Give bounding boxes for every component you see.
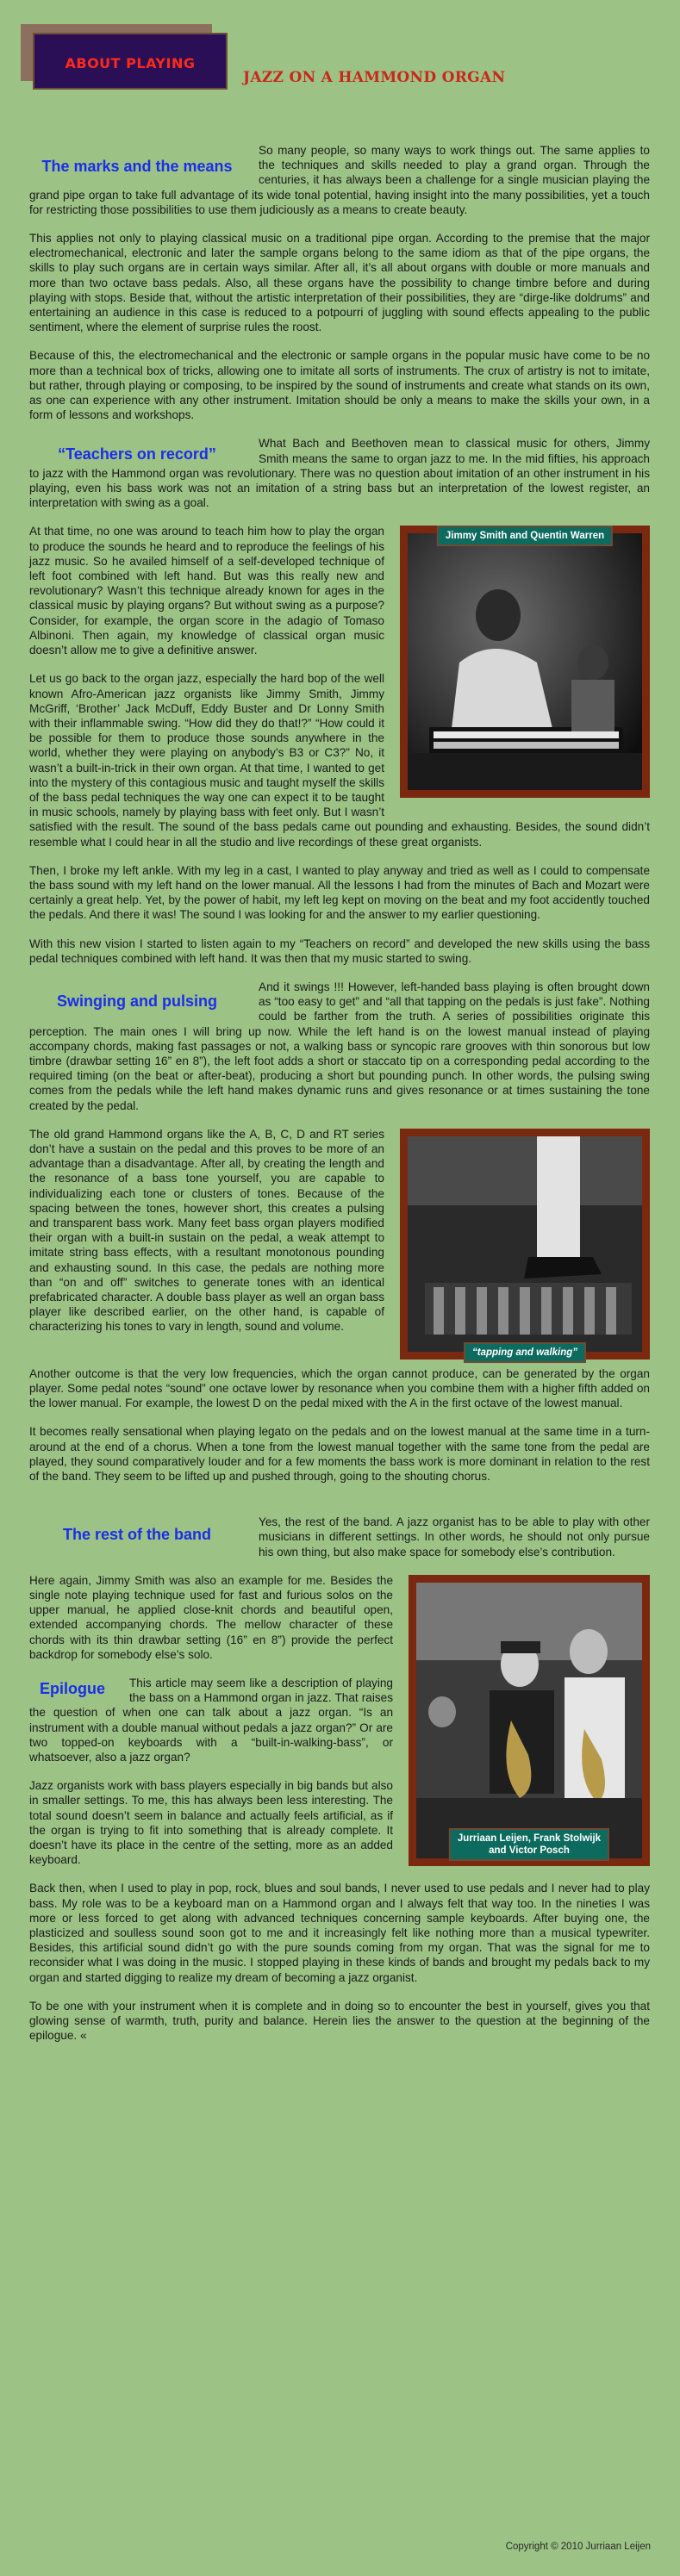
- header: [21, 24, 658, 93]
- paragraph: Let us go back to the organ jazz, especially the hard bop of the well known Afro-American jazz organists like Jimmy Smith, Jimmy McGriff, ‘Brother’ Jack McDuff, Eddy Buster and Dr Lonny Smith with their inflammable swing. “How did they do that!?” “How could it be possible for them to produce those sounds anywhere in the world, whether they were playing on anybody’s B3 or C3?” No, it wasn’t a built-in-trick in their own organ. At that time, I wanted to get into the mystery of this contagious music and taught myself the skills of the bass pedal techniques the way one can expect it to be taught in music schools, namely by playing bass with feet only. But I wasn’t satisfied with the result. The sound of the bass pedals came out pounding and exhausting. Besides, the sound didn’t resemble what I could hear in all the studio and live recordings of these great organists.: [29, 672, 650, 849]
- paragraph: And it swings !!! However, left-handed bass playing is often brought down as “too easy to get” and “all that tapping on the pedals is just fake”. Nothing could be farther from the truth. A series of possibilities originate this perception. The main ones I will bring up now. While the left hand is on the lowest manual instead of playing accompany chords, making fast passages or not, a walking bass or syncopic rare grooves with thin sonorous but low timbre (drawbar setting 16” en 8”), the left foot adds a short or staccato tip on a corresponding pedal according to the required timing (on the beat or after-beat), producing a short but pounding punch. In other words, the pulsing swing comes from the pedals while the left hand makes dynamic runs and gives resonance or at times sustaining the tone created by the pedal.: [29, 980, 650, 1112]
- photo-band: [409, 1575, 650, 1866]
- pedals-photo-illustration: [408, 1136, 642, 1352]
- paragraph: Another outcome is that the very low frequencies, which the organ cannot produce, can be generated by the organ player. Some pedal notes “sound” one octave lower by resonance when you combine them with a higher fifth added on the lower manual. For example, the lowest D on the pedal mixed with the A in the first octave of the lowest manual.: [29, 1366, 650, 1410]
- paragraph: Because of this, the electromechanical and the electronic or sample organs in the popular music have come to be no more than a technical box of tricks, allowing one to imitate all sorts of instruments. The crux of artistry is not to imitate, but rather, through playing or composing, to be inspired by the sound of instruments and create what stands on its own, as one can experience with any other instrument. Imitation should be only a means to make the skills your own, in a form of lessons and workshops.: [29, 349, 650, 422]
- band-photo-illustration: [416, 1583, 642, 1858]
- photo-tapping-walking-image: [408, 1136, 642, 1352]
- paragraph: To be one with your instrument when it is complete and in doing so to encounter the best in yourself, gives you that glowing sense of warmth, truth, purity and balance. Herein lies the answer to the question at the beginning of the epilogue. «: [29, 1999, 650, 2043]
- photo-caption: Jimmy Smith and Quentin Warren: [437, 526, 613, 546]
- photo-caption: “tapping and walking”: [464, 1342, 586, 1363]
- paragraph: What Bach and Beethoven mean to classical music for others, Jimmy Smith means the same to organ jazz to me. In the mid fifties, his approach to jazz with the Hammond organ was revolutionary. There was no question about imitation of an other instrument in his playing, even his bass work was not an imitation of a string bass but an interpretation of the lowest register, an interpretation with swing as a goal.: [29, 437, 650, 510]
- paragraph: Then, I broke my left ankle. With my leg in a cast, I wanted to play anyway and tried as well as I could to compensate the bass sound with my left hand on the lower manual. All the lessons I had from the minutes of Bach and Mozart were certainly a great help. Yet, by the power of habit, my left leg kept on moving on the beat and my foot accidently touched the pedals. And there it was! The sound I was looking for and the answer to my earlier questioning.: [29, 863, 650, 922]
- heading-teachers-on-record: “Teachers on record”: [58, 445, 216, 464]
- paragraph: Here again, Jimmy Smith was also an example for me. Besides the single note playing technique used for fast and furious solos on the upper manual, he applied close-knit chords and beautiful open, extended accompanying chords. The mellow character of these chords with its thin drawbar setting (16” en 8”) provide the perfect backdrop for somebody else’s solo.: [29, 1573, 393, 1661]
- paragraph: This article may seem like a description of playing the bass on a Hammond organ in jazz. That raises the question of when one can talk about a jazz organ. “Is an instrument with a double manual without pedals a jazz organ?” Or are two topped-on keyboards with a “built-in-walking-bass”, or whatsoever, also a jazz organ?: [29, 1677, 393, 1764]
- organist-photo-illustration: [408, 533, 642, 790]
- photo-tapping-walking: [400, 1129, 650, 1360]
- paragraph: So many people, so many ways to work things out. The same applies to the techniques and skills needed to play a grand organ. Through the centuries, it has always been a challenge for a single musician playing the grand pipe organ to take full advantage of its wide tonal potential, having insight into the many possibilities, yet a touch for restricting those possibilities to use them judiciously as a means to create beauty.: [29, 144, 650, 216]
- paragraph: The old grand Hammond organs like the A, B, C, D and RT series don’t have a sustain on the pedal and this proves to be more of an advantage than a disadvantage. After all, by creating the length and the resonance of a bass tone yourself, you are capable to individualizing each tone or clusters of tones. Because of the spacing between the tones, however short, this creates a pulsing and transparent bass work. Many feet bass organ players modified their organ with a built-in sustain on the pedal, a weak attempt to imitate string bass effects, with a resultant monotonous pounding and exhausting sound. In this case, the pedals are nothing more than “on and off” switches to generate tones with an identical prefabricated character. A double bass player as well an organ bass player like described earlier, on the other hand, is capable of characterizing his tones to vary in length, sound and volume.: [29, 1127, 384, 1334]
- page-title: JAZZ ON A HAMMOND ORGAN: [243, 69, 506, 86]
- paragraph: At that time, no one was around to teach him how to play the organ to produce the sounds he heard and to reproduce the feelings of his jazz music. So he availed himself of a self-developed technique of left foot combined with left hand. But was this really new and revolutionary? Wasn’t this technique already known for ages in the classical music by playing organs? But without swing as a purpose? Consider, for example, the organ score in the adagio of Tomaso Albinoni. Then again, my knowledge of classical organ music doesn’t allow me to give a definitive answer.: [29, 525, 384, 657]
- photo-caption: Jurriaan Leijen, Frank Stolwijk and Victor Posch: [449, 1828, 609, 1861]
- photo-jimmy-smith-image: [408, 533, 642, 790]
- heading-swinging-and-pulsing: Swinging and pulsing: [57, 992, 217, 1010]
- paragraph: This applies not only to playing classical music on a traditional pipe organ. According to the premise that the major electromechanical, electronic and later the sample organs belong to the same idiom as that of the pipe organs, the skills to play such organs are in certain ways similar. After all, it’s all about organs with double or more manuals and more than two octave bass pedals. Also, all these organs have the possibility to change timbre before and during playing with stops. Beside that, without the artistic interpretation of their possibilities, they are “dirge-like doldrums” and entertaining an audience in this case is reduced to a potpourri of juggling with sound effects appealing to the public sentiment, where the element of surprise rules the roost.: [29, 232, 650, 334]
- heading-marks-and-means: The marks and the means: [41, 158, 233, 175]
- copyright-notice: Copyright © 2010 Jurriaan Leijen: [505, 2542, 651, 2552]
- section-label: ABOUT PLAYING: [65, 55, 196, 72]
- heading-rest-of-band: The rest of the band: [62, 1526, 211, 1544]
- article-body: [29, 143, 650, 2057]
- photo-jimmy-smith: [400, 526, 650, 798]
- photo-band-image: [416, 1583, 642, 1858]
- heading-epilogue: Epilogue: [40, 1680, 105, 1698]
- section-label-box: [33, 33, 228, 90]
- paragraph: It becomes really sensational when playing legato on the pedals and on the lowest manual at the same time in a turn-around at the end of a chorus. When a tone from the lowest manual together with the same tone from the pedal are played, they sound comparatively louder and for a few moments the bass work is more dominant in relation to the rest of the band. They seem to be lifted up and pushed through, going to the shouting chorus.: [29, 1425, 650, 1483]
- paragraph: Back then, when I used to play in pop, rock, blues and soul bands, I never used to use pedals and I never had to play bass. My role was to be a keyboard man on a Hammond organ and I always felt that way too. In the nineties I was more or less forced to get along with advanced techniques concerning sample keyboards. After buying one, the plasticized and soulless sound soon got to me and it increasingly felt like nothing more than a musical typewriter. Besides, this artificial sound didn’t go with the pure sounds coming from my organ. That was the signal for me to reconsider what I was doing in the music. I stopped playing in these kinds of bands and brought my pedals back to my organ and started digging to realize my dream of becoming a jazz organist.: [29, 1882, 650, 1984]
- paragraph: With this new vision I started to listen again to my “Teachers on record” and developed the new skills using the bass pedal techniques combined with left hand. It was then that my music started to swing.: [29, 936, 650, 965]
- paragraph: Yes, the rest of the band. A jazz organist has to be able to play with other musicians in different settings. In other words, he should not only pursue his own thing, but also make space for somebody else’s contribution.: [259, 1515, 650, 1559]
- paragraph: Jazz organists work with bass players especially in big bands but also in smaller settings. To me, this has always been less interesting. The total sound doesn’t seem in balance and actually feels artificial, as if the organ is trying to fit into something that is already complete. It doesn’t have its place in the centre of the setting, more as an added keyboard.: [29, 1779, 393, 1867]
